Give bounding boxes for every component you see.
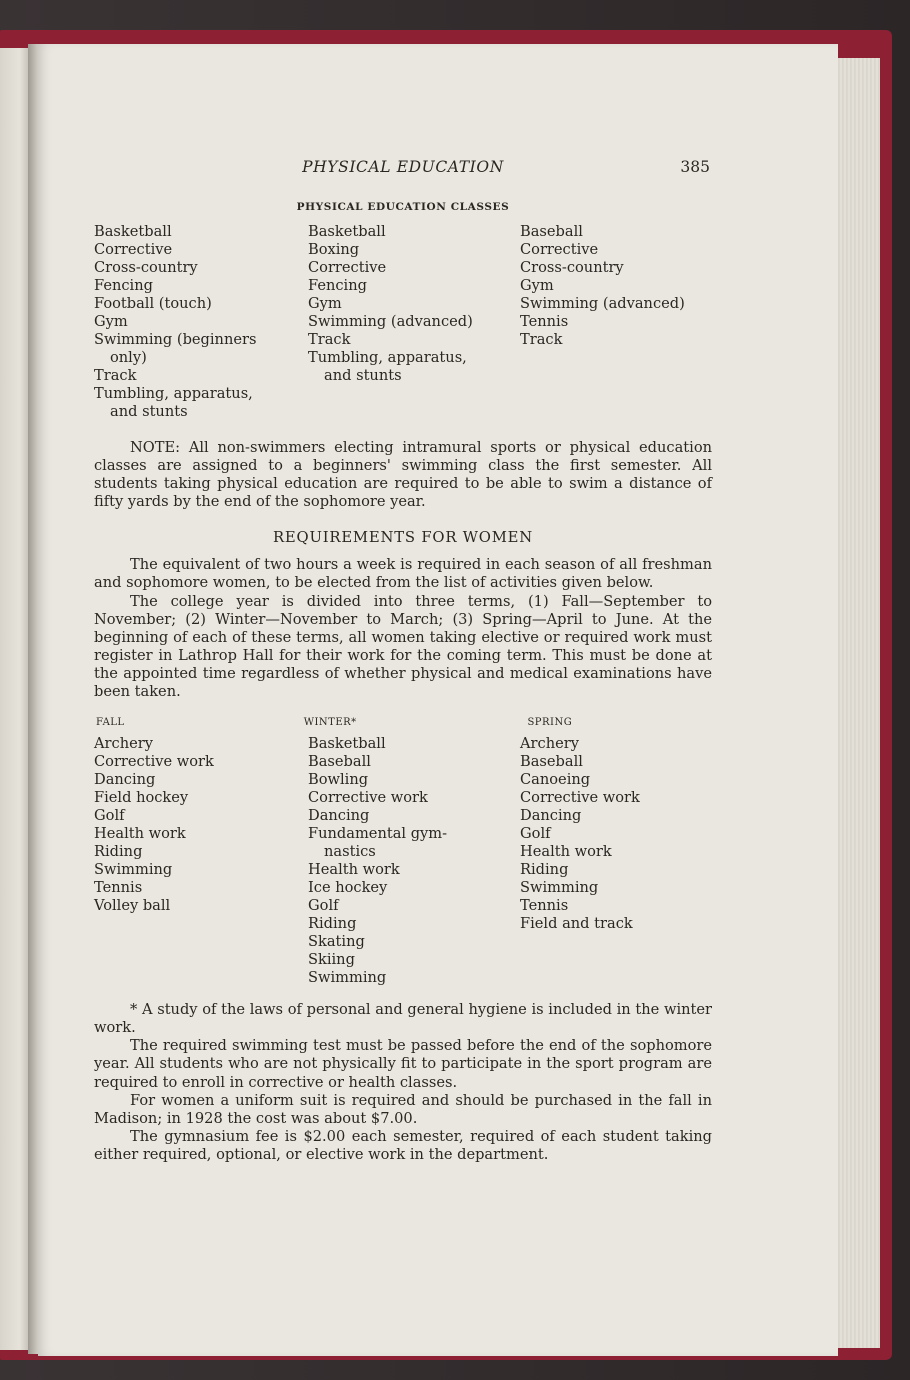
- class-item-continued: and stunts: [110, 403, 188, 420]
- class-item: Football (touch): [94, 295, 212, 312]
- activity-item: Golf: [520, 825, 551, 843]
- classes-column-2: [308, 223, 520, 421]
- activity-item: Riding: [94, 843, 143, 861]
- class-item: Cross-country: [94, 259, 198, 276]
- activity-item: Baseball: [520, 753, 583, 771]
- activity-item: Health work: [308, 861, 400, 879]
- class-item-continued: only): [110, 349, 147, 366]
- class-item: Fencing: [308, 277, 367, 294]
- activity-item: Skating: [308, 933, 365, 951]
- activity-item: Dancing: [94, 771, 156, 789]
- activity-item: Tennis: [94, 879, 143, 897]
- class-item: Track: [520, 331, 563, 348]
- class-item: Tumbling, apparatus,: [308, 349, 467, 366]
- class-item: Gym: [308, 295, 342, 312]
- activity-item: Canoeing: [520, 771, 591, 789]
- winter-footnote: * A study of the laws of personal and general hygiene is included in the winter work.: [94, 1001, 712, 1037]
- fall-header: FALL: [96, 717, 125, 729]
- class-item: Basketball: [308, 223, 386, 240]
- winter-activities: [308, 735, 520, 987]
- class-item: Swimming (advanced): [520, 295, 685, 312]
- activity-item: Health work: [94, 825, 186, 843]
- class-item: Track: [308, 331, 351, 348]
- activity-item: Ice hockey: [308, 879, 388, 897]
- activity-item-continued: nastics: [324, 843, 376, 861]
- activity-item: Basketball: [308, 735, 386, 753]
- activity-item: Fundamental gym-: [308, 825, 448, 843]
- activity-item: Skiing: [308, 951, 355, 969]
- class-item: Tumbling, apparatus,: [94, 385, 253, 402]
- class-item-continued: and stunts: [324, 367, 402, 384]
- classes-columns: [94, 223, 712, 421]
- spring-header: SPRING: [527, 717, 573, 729]
- activity-item: Dancing: [520, 807, 582, 825]
- women-paragraph-4: For women a uniform suit is required and should be purchased in the fall in Madison; in 1928 the cost was about $7.00.: [94, 1091, 712, 1127]
- activity-item: Swimming: [520, 879, 599, 897]
- class-item: Basketball: [94, 223, 172, 240]
- activity-item: Archery: [520, 735, 579, 753]
- page-text: [94, 150, 712, 1164]
- activity-item: Health work: [520, 843, 612, 861]
- activity-item: Golf: [308, 897, 339, 915]
- activity-item: Field hockey: [94, 789, 189, 807]
- class-item: Fencing: [94, 277, 153, 294]
- class-item: Boxing: [308, 241, 360, 258]
- class-item: Track: [94, 367, 137, 384]
- class-item: Gym: [520, 277, 554, 294]
- activity-item: Corrective work: [308, 789, 428, 807]
- activity-item: Dancing: [308, 807, 370, 825]
- class-item: Corrective: [308, 259, 387, 276]
- women-requirements-heading: REQUIREMENTS FOR WOMEN: [272, 529, 534, 547]
- swimming-note: NOTE: All non-swimmers electing intramural sports or physical education classes are assigned to a beginners' swimming class the first semester. All students taking physical education are required to be able to swim a distance of fifty yards by the end of the sophomore year.: [94, 439, 712, 511]
- class-item: Corrective: [94, 241, 173, 258]
- women-paragraph-2: The college year is divided into three terms, (1) Fall—September to November; (2) Winter—November to March; (3) Spring—April to June. At the beginning of each of these terms, all women taking elective or required work must register in Lathrop Hall for their work for the coming term. This must be done at the appointed time regardless of whether physical and medical examinations have been taken.: [94, 592, 712, 701]
- closing-paragraphs: [94, 1001, 712, 1164]
- classes-column-3: [520, 223, 712, 421]
- running-title: PHYSICAL EDUCATION: [302, 158, 504, 176]
- spring-activities: [520, 735, 712, 987]
- activity-item: Corrective work: [520, 789, 640, 807]
- activity-item: Swimming: [308, 969, 387, 987]
- class-item: Baseball: [520, 223, 583, 240]
- fall-activities: [94, 735, 308, 987]
- class-item: Cross-country: [520, 259, 624, 276]
- classes-heading: PHYSICAL EDUCATION CLASSES: [296, 201, 510, 213]
- activity-item: Archery: [94, 735, 153, 753]
- activity-item: Corrective work: [94, 753, 214, 771]
- classes-column-1: [94, 223, 308, 421]
- class-item: Gym: [94, 313, 128, 330]
- activity-item: Bowling: [308, 771, 369, 789]
- page-number: 385: [680, 158, 710, 176]
- class-item: Tennis: [520, 313, 569, 330]
- season-headers: [94, 717, 712, 728]
- women-paragraph-1: The equivalent of two hours a week is required in each season of all freshman and sophomore women, to be elected from the list of activities given below.: [94, 556, 712, 592]
- season-columns: [94, 735, 712, 987]
- activity-item: Golf: [94, 807, 125, 825]
- activity-item: Riding: [520, 861, 569, 879]
- activity-item: Field and track: [520, 915, 633, 933]
- running-head: [94, 150, 712, 186]
- activity-item: Riding: [308, 915, 357, 933]
- women-paragraph-3: The required swimming test must be passed before the end of the sophomore year. All students who are not physically fit to participate in the sport program are required to enroll in corrective or health classes.: [94, 1037, 712, 1091]
- activity-item: Baseball: [308, 753, 371, 771]
- class-item: Corrective: [520, 241, 599, 258]
- activity-item: Swimming: [94, 861, 173, 879]
- class-item: Swimming (beginners: [94, 331, 257, 348]
- facing-page-edge: [0, 48, 28, 1350]
- book-gutter: [28, 44, 38, 1354]
- women-paragraph-5: The gymnasium fee is $2.00 each semester, required of each student taking either required, optional, or elective work in the department.: [94, 1127, 712, 1163]
- activity-item: Tennis: [520, 897, 569, 915]
- activity-item: Volley ball: [94, 897, 171, 915]
- winter-header: WINTER*: [303, 717, 357, 729]
- class-item: Swimming (advanced): [308, 313, 473, 330]
